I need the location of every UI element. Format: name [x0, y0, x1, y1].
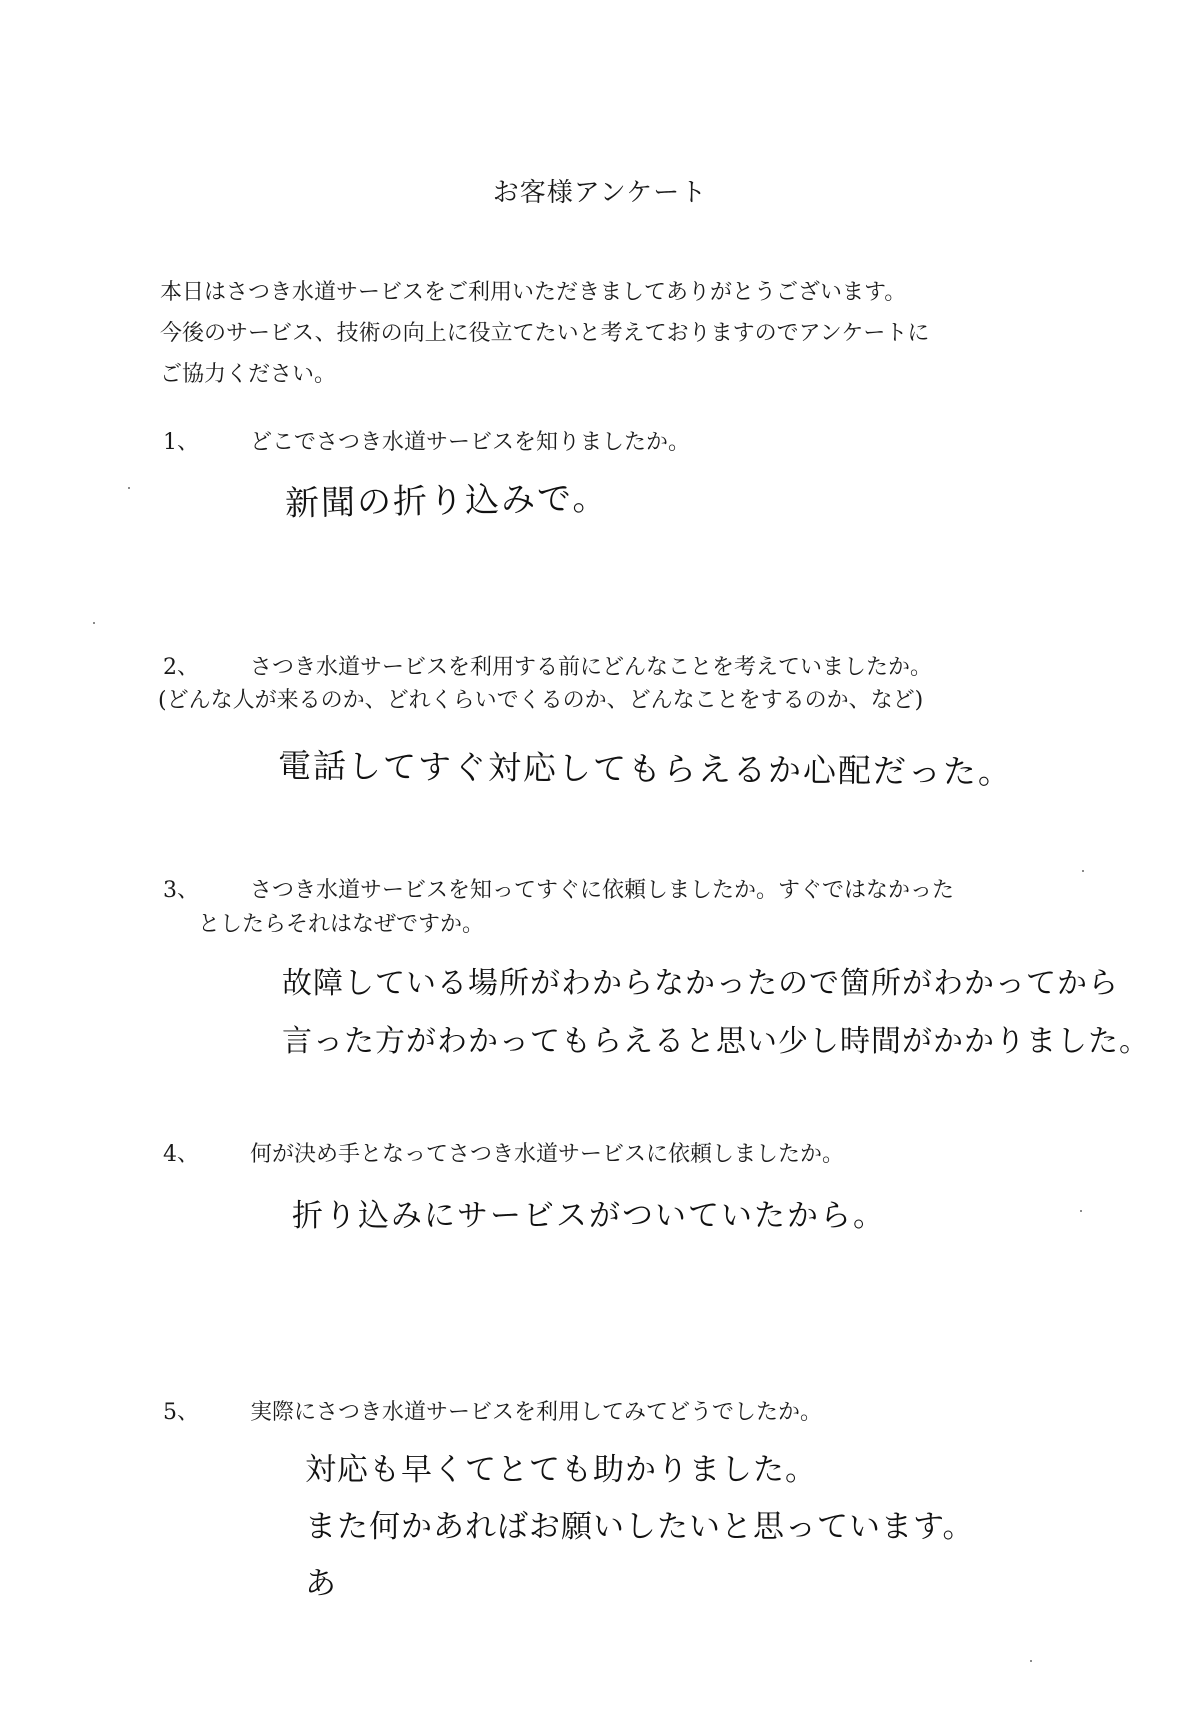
- answer-4-line: 折り込みにサービスがついていたから。: [292, 1198, 886, 1234]
- question-1-text: どこでさつき水道サービスを知りましたか。: [250, 430, 691, 455]
- question-2-number: 2、: [163, 655, 199, 680]
- question-4-number: 4、: [163, 1142, 199, 1167]
- intro-paragraph: [160, 272, 1060, 395]
- scan-speck: [1082, 870, 1084, 872]
- intro-line: 今後のサービス、技術の向上に役立てたいと考えておりますのでアンケートに: [160, 321, 930, 346]
- question-2-text: さつき水道サービスを利用する前にどんなことを考えていましたか。: [250, 655, 933, 680]
- scan-speck: [1030, 1660, 1032, 1662]
- answer-5-line: あ: [305, 1566, 337, 1602]
- question-5-text: 実際にさつき水道サービスを利用してみてどうでしたか。: [250, 1400, 823, 1425]
- answer-2-line: 電話してすぐ対応してもらえるか心配だった。: [277, 746, 1014, 792]
- scan-speck: [1080, 1210, 1082, 1212]
- answer-3-line: 言った方がわかってもらえると思い少し時間がかかりました。: [282, 1024, 1150, 1059]
- answer-5: [305, 1442, 975, 1613]
- question-3-text: さつき水道サービスを知ってすぐに依頼しましたか。すぐではなかった: [250, 878, 955, 903]
- intro-line: ご協力ください。: [160, 362, 337, 387]
- question-5-number: 5、: [163, 1400, 199, 1425]
- question-2-subtext: (どんな人が来るのか、どれくらいでくるのか、どんなことをするのか、など): [158, 688, 924, 713]
- question-4-text: 何が決め手となってさつき水道サービスに依頼しましたか。: [250, 1142, 845, 1167]
- question-1-number: 1、: [163, 430, 199, 455]
- scan-speck: [128, 487, 130, 489]
- intro-line: 本日はさつき水道サービスをご利用いただきましてありがとうございます。: [160, 280, 907, 305]
- answer-5-line: また何かあればお願いしたいと思っています。: [305, 1509, 975, 1545]
- answer-4: [292, 1190, 886, 1235]
- question-3-subtext: としたらそれはなぜですか。: [198, 912, 485, 937]
- answer-1-line: 新聞の折り込みで。: [284, 478, 609, 524]
- page-title: お客様アンケート: [492, 178, 708, 208]
- answer-3-line: 故障している場所がわからなかったので箇所がわかってから: [282, 966, 1119, 1001]
- question-3-number: 3、: [163, 878, 199, 903]
- answer-2: [278, 740, 1013, 793]
- answer-3: [282, 955, 1150, 1071]
- scan-speck: [93, 622, 95, 624]
- answer-1: [285, 470, 609, 525]
- answer-5-line: 対応も早くてとても助かりました。: [305, 1452, 817, 1488]
